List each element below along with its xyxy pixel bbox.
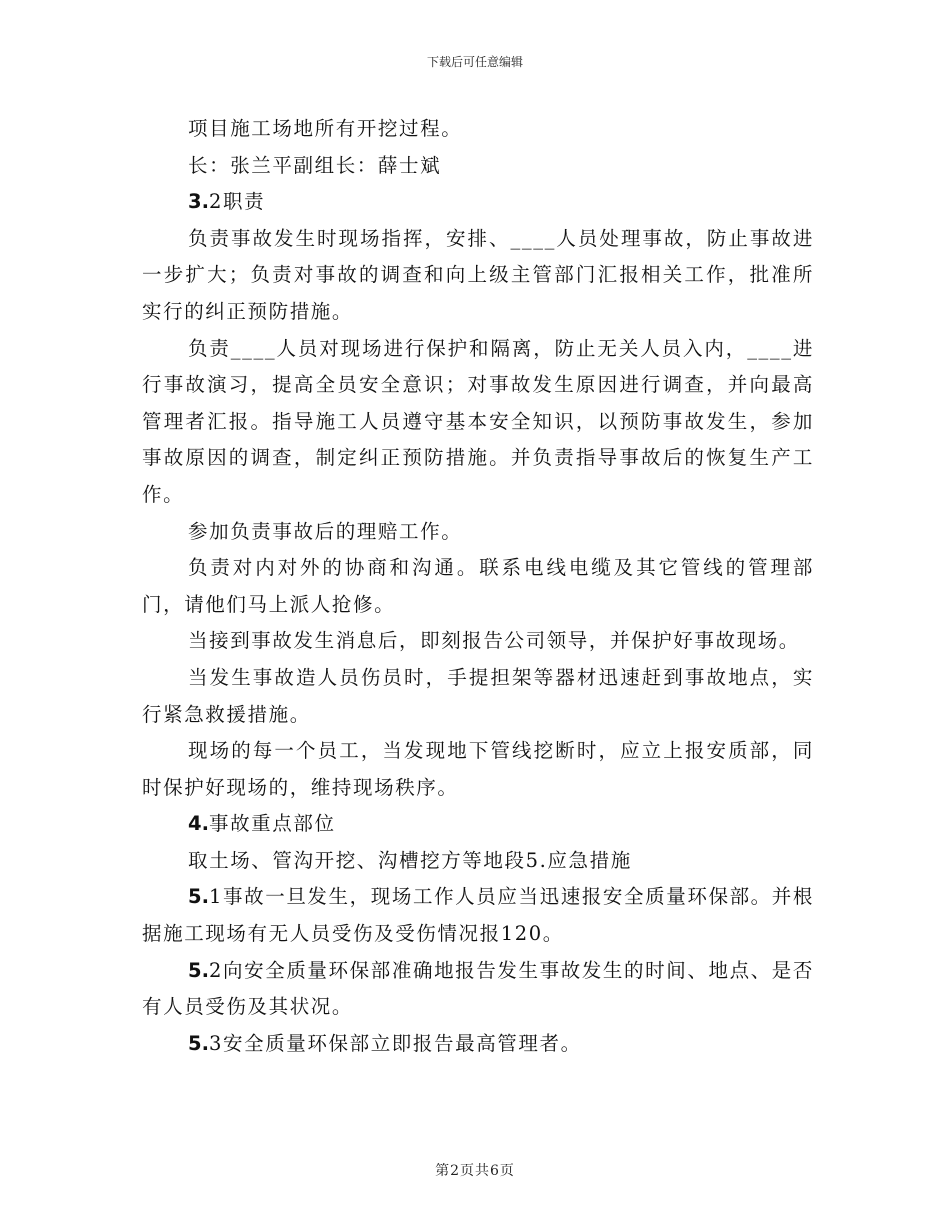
page-number: 第2页共6页 bbox=[435, 1163, 515, 1179]
document-body bbox=[142, 111, 814, 1062]
paragraph-text: 负责事故发生时现场指挥，安排、____人员处理事故，防止事故进一步扩大；负责对事故的调查和向上级主管部门汇报相关工作，批准所实行的纠正预防措施。 bbox=[142, 226, 814, 323]
paragraph-text: 取土场、管沟开挖、沟槽挖方等地段5.应急措施 bbox=[188, 848, 632, 872]
paragraph-text: 负责____人员对现场进行保护和隔离，防止无关人员入内，____进行事故演习，提高全员安全意识；对事故发生原因进行调查，并向最高管理者汇报。指导施工人员遵守基本安全知识，以预防事故发生，参加事故原因的调查，制定纠正预防措施。并负责指导事故后的恢复生产工作。 bbox=[142, 336, 814, 506]
section-number: 5. bbox=[188, 885, 209, 909]
paragraph bbox=[142, 331, 814, 514]
paragraph-text: 长：张兰平副组长：薛士斌 bbox=[188, 153, 442, 177]
section-number: 5. bbox=[188, 1031, 209, 1055]
section-number: 4. bbox=[188, 812, 209, 836]
paragraph bbox=[142, 733, 814, 806]
paragraph-text: 参加负责事故后的理赔工作。 bbox=[188, 519, 463, 543]
paragraph-text: 3安全质量环保部立即报告最高管理者。 bbox=[208, 1031, 582, 1055]
paragraph-text: 事故重点部位 bbox=[208, 812, 336, 836]
paragraph bbox=[142, 514, 814, 551]
paragraph-text: 负责对内对外的协商和沟通。联系电线电缆及其它管线的管理部门，请他们马上派人抢修。 bbox=[142, 556, 814, 616]
section-number: 3. bbox=[188, 190, 209, 214]
paragraph-text: 当接到事故发生消息后，即刻报告公司领导，并保护好事故现场。 bbox=[188, 629, 800, 653]
paragraph bbox=[142, 623, 814, 660]
section-heading bbox=[142, 184, 814, 221]
paragraph-text: 当发生事故造人员伤员时，手提担架等器材迅速赶到事故地点，实行紧急救援措施。 bbox=[142, 665, 814, 726]
paragraph bbox=[142, 221, 814, 331]
paragraph bbox=[142, 111, 814, 148]
paragraph bbox=[142, 148, 814, 185]
paragraph bbox=[142, 879, 814, 952]
section-number: 5. bbox=[188, 958, 209, 982]
paragraph bbox=[142, 953, 814, 1026]
page-header: 下载后可任意编辑 bbox=[426, 55, 523, 69]
paragraph-text: 现场的每一个员工，当发现地下管线挖断时，应立上报安质部，同时保护好现场的，维持现场秩序。 bbox=[142, 739, 814, 799]
paragraph-text: 项目施工场地所有开挖过程。 bbox=[188, 117, 463, 140]
paragraph-text: 2职责 bbox=[208, 190, 266, 214]
paragraph-text: 1事故一旦发生，现场工作人员应当迅速报安全质量环保部。并根据施工现场有无人员受伤及受伤情况报120。 bbox=[142, 885, 814, 946]
paragraph-text: 2向安全质量环保部准确地报告发生事故发生的时间、地点、是否有人员受伤及其状况。 bbox=[142, 958, 814, 1019]
paragraph bbox=[142, 550, 814, 623]
section-heading bbox=[142, 806, 814, 843]
paragraph bbox=[142, 1026, 814, 1063]
paragraph bbox=[142, 843, 814, 880]
paragraph bbox=[142, 660, 814, 733]
